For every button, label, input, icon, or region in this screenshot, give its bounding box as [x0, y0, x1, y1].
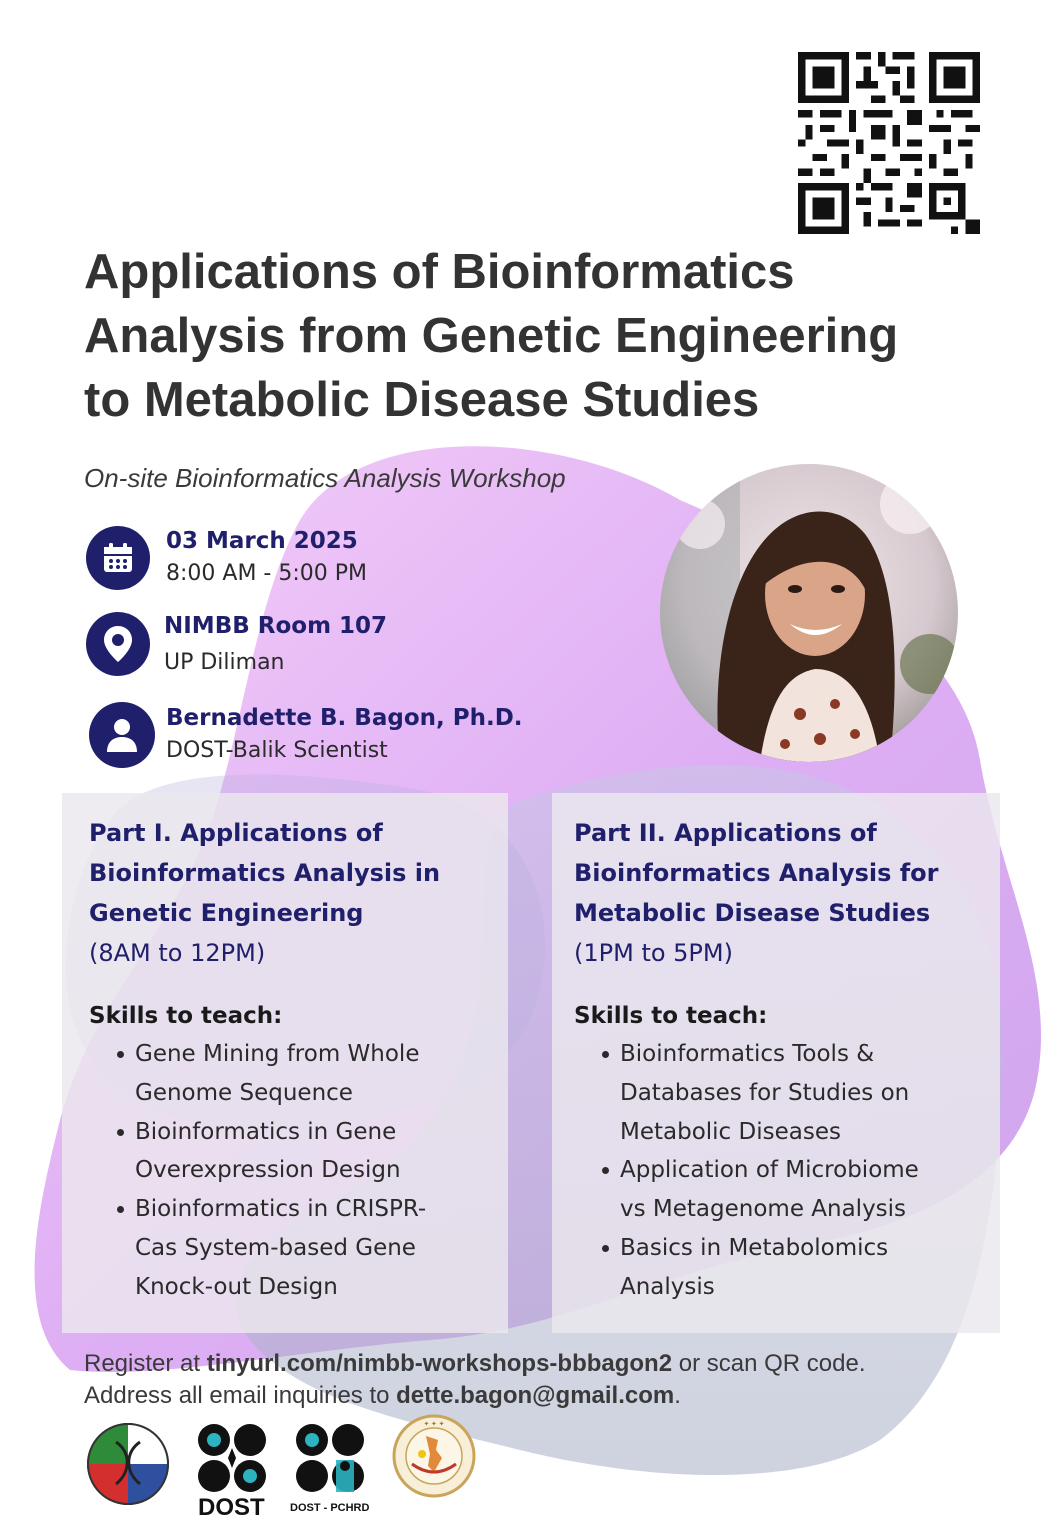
list-item: Gene Mining from Whole Genome Sequence: [89, 1035, 440, 1113]
title-line: to Metabolic Disease Studies: [84, 373, 760, 427]
registration-info: [84, 1348, 865, 1412]
dost-pchrd-logo: [294, 1422, 366, 1494]
nimbb-logo: [86, 1422, 170, 1506]
skills-heading: Skills to teach:: [89, 1003, 283, 1029]
part-one-time: (8AM to 12PM): [89, 939, 266, 967]
email-link[interactable]: dette.bagon@gmail.com: [396, 1382, 675, 1409]
page-title: [84, 240, 1004, 432]
list-item: Application of Microbiome vs Metagenome Analysis: [574, 1151, 939, 1229]
speaker-role: DOST-Balik Scientist: [166, 738, 388, 763]
event-time: 8:00 AM - 5:00 PM: [166, 561, 367, 586]
speaker-name: Bernadette B. Bagon, Ph.D.: [166, 705, 523, 731]
location-pin-icon: [86, 612, 150, 676]
event-campus: UP Diliman: [164, 650, 285, 675]
part-two-title: [574, 813, 939, 933]
dost-pchrd-caption: DOST - PCHRD: [290, 1502, 370, 1514]
register-line: Register at tinyurl.com/nimbb-workshops-bbbagon2 or scan QR code.: [84, 1350, 866, 1377]
skills-heading: Skills to teach:: [574, 1003, 768, 1029]
part-title-line: Metabolic Disease Studies: [574, 899, 931, 927]
subtitle: On-site Bioinformatics Analysis Workshop: [84, 463, 566, 493]
part-title-line: Part II. Applications of: [574, 819, 877, 847]
part-title-line: Bioinformatics Analysis in: [89, 859, 441, 887]
title-line: Analysis from Genetic Engineering: [84, 309, 899, 363]
skills-list: [574, 1035, 939, 1307]
part-two-time: (1PM to 5PM): [574, 939, 733, 967]
part-title-line: Part I. Applications of: [89, 819, 383, 847]
event-venue: NIMBB Room 107: [164, 613, 388, 639]
part-one-card: [62, 793, 508, 1333]
inquiry-line: Address all email inquiries to dette.bagon@gmail.com.: [84, 1382, 681, 1409]
speaker-photo: [660, 464, 958, 762]
register-link[interactable]: tinyurl.com/nimbb-workshops-bbbagon2: [206, 1350, 673, 1377]
calendar-icon: [86, 526, 150, 590]
event-date: 03 March 2025: [166, 528, 358, 554]
balik-scientist-seal: [392, 1414, 476, 1498]
part-title-line: Bioinformatics Analysis for: [574, 859, 939, 887]
part-title-line: Genetic Engineering: [89, 899, 364, 927]
person-icon: [89, 702, 155, 768]
part-one-title: [89, 813, 440, 933]
list-item: Bioinformatics Tools & Databases for Studies on Metabolic Diseases: [574, 1035, 939, 1151]
list-item: Bioinformatics in Gene Overexpression Design: [89, 1113, 440, 1191]
title-line: Applications of Bioinformatics: [84, 245, 795, 299]
qr-code[interactable]: [798, 52, 980, 234]
svg-text:✦ ✦ ✦: ✦ ✦ ✦: [423, 1420, 445, 1428]
dost-logo: [196, 1422, 268, 1494]
skills-list: [89, 1035, 440, 1307]
dost-caption: DOST: [198, 1494, 265, 1521]
part-two-card: [552, 793, 1000, 1333]
list-item: Basics in Metabolomics Analysis: [574, 1229, 939, 1307]
list-item: Bioinformatics in CRISPR- Cas System-based Gene Knock-out Design: [89, 1190, 440, 1306]
